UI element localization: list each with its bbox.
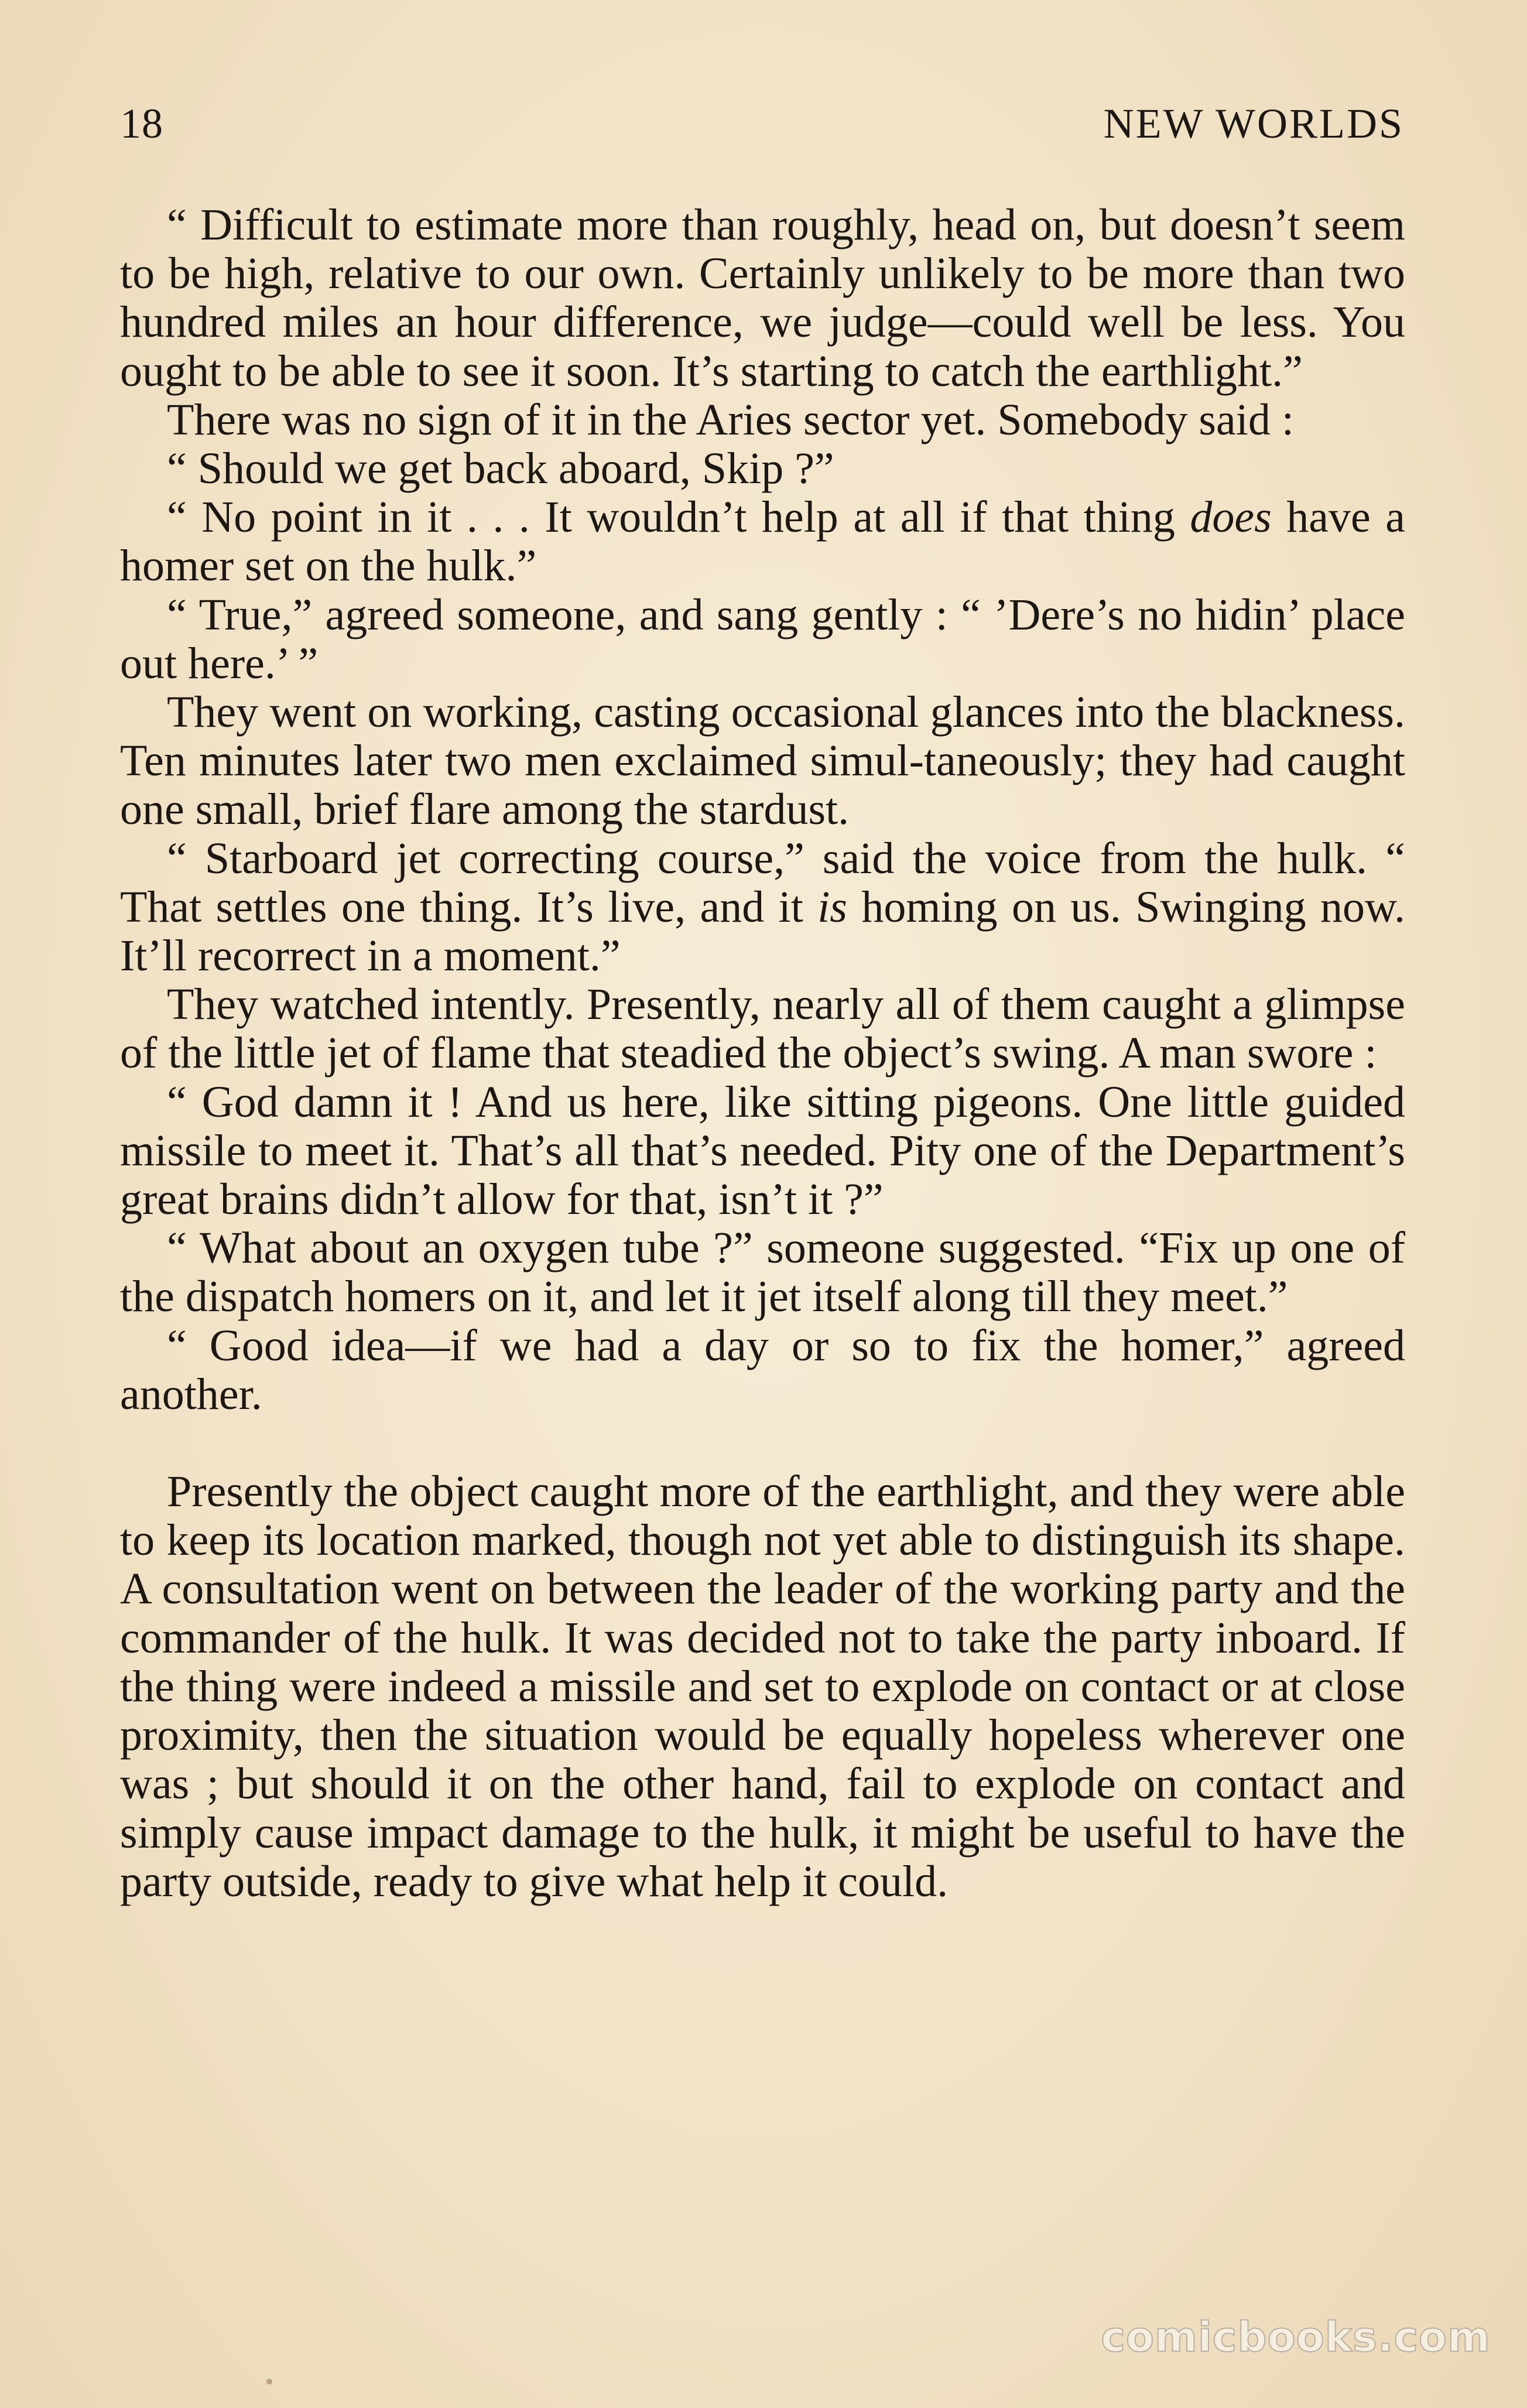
page-number: 18 [120,100,163,147]
paragraph [120,1468,1405,1906]
paragraph [120,493,1405,590]
text-run: “ True,” agreed someone, and sang gently : “ ’Dere’s no hidin’ place out here.’ ” [120,590,1405,688]
text-run: There was no sign of it in the Aries sector yet. Somebody said : [167,395,1294,444]
italic-text: is [817,882,847,932]
paragraph [120,1224,1405,1321]
paragraph [120,396,1405,444]
text-run: have a homer set on the hulk.” [120,492,1405,591]
text-run: “ What about an oxygen tube ?” someone suggested. “Fix up one of the dispatch homers on it, and let it jet itself along till they meet.” [120,1223,1405,1322]
paragraph [120,834,1405,981]
body-text [120,201,1405,1906]
text-run: They watched intently. Presently, nearly all of them caught a glimpse of the little jet of flame that steadied the object’s swing. A man swore : [120,980,1405,1078]
paragraph [120,1322,1405,1419]
paper-speck [266,2379,272,2385]
paragraph [120,980,1405,1078]
italic-text: does [1190,492,1272,542]
text-run: “ Difficult to estimate more than roughly, head on, but doesn’t seem to be high, relative to our own. Certainly unlikely to be more than two hundred miles an hour difference, we judge—could well be less. You ought to be able to see it soon. It’s starting to catch the earthlight.” [120,200,1405,396]
paragraph [120,1078,1405,1224]
text-run: They went on working, casting occasional glances into the blackness. Ten minutes later two men exclaimed simul-taneously; they had caught one small, brief flare among the stardust. [120,687,1405,834]
text-run: homing on us. Swinging now. It’ll recorrect in a moment.” [120,882,1405,981]
watermark: comicbooks.com [1101,2313,1491,2361]
text-run: “ Should we get back aboard, Skip ?” [167,444,834,494]
text-run: “ God damn it ! And us here, like sitting pigeons. One little guided missile to meet it. That’s all that’s needed. Pity one of the Department’s great brains didn’t allow for that, isn’t it ?” [120,1077,1405,1224]
running-title: NEW WORLDS [1103,100,1404,147]
text-run: Presently the object caught more of the earthlight, and they were able to keep its location marked, though not yet able to distinguish its shape. A consultation went on between the leader of the working party and the commander of the hulk. It was decided not to take the party inboard. If the thing were indeed a missile and set to explode on contact or at close proximity, then the situation would be equally hopeless wherever one was ; but should it on the other hand, fail to explode on contact and simply cause impact damage to the hulk, it might be useful to have the party outside, ready to give what help it could. [120,1467,1405,1906]
paragraph [120,591,1405,688]
text-run: “ Good idea—if we had a day or so to fix the homer,” agreed another. [120,1321,1405,1419]
text-run: “ Starboard jet correcting course,” said the voice from the hulk. “ That settles one thing. It’s live, and it [120,833,1405,932]
paragraph [120,201,1405,396]
paragraph [120,688,1405,834]
running-head [120,100,1404,158]
text-run: “ No point in it . . . It wouldn’t help at all if that thing [167,492,1190,542]
paragraph [120,444,1405,493]
